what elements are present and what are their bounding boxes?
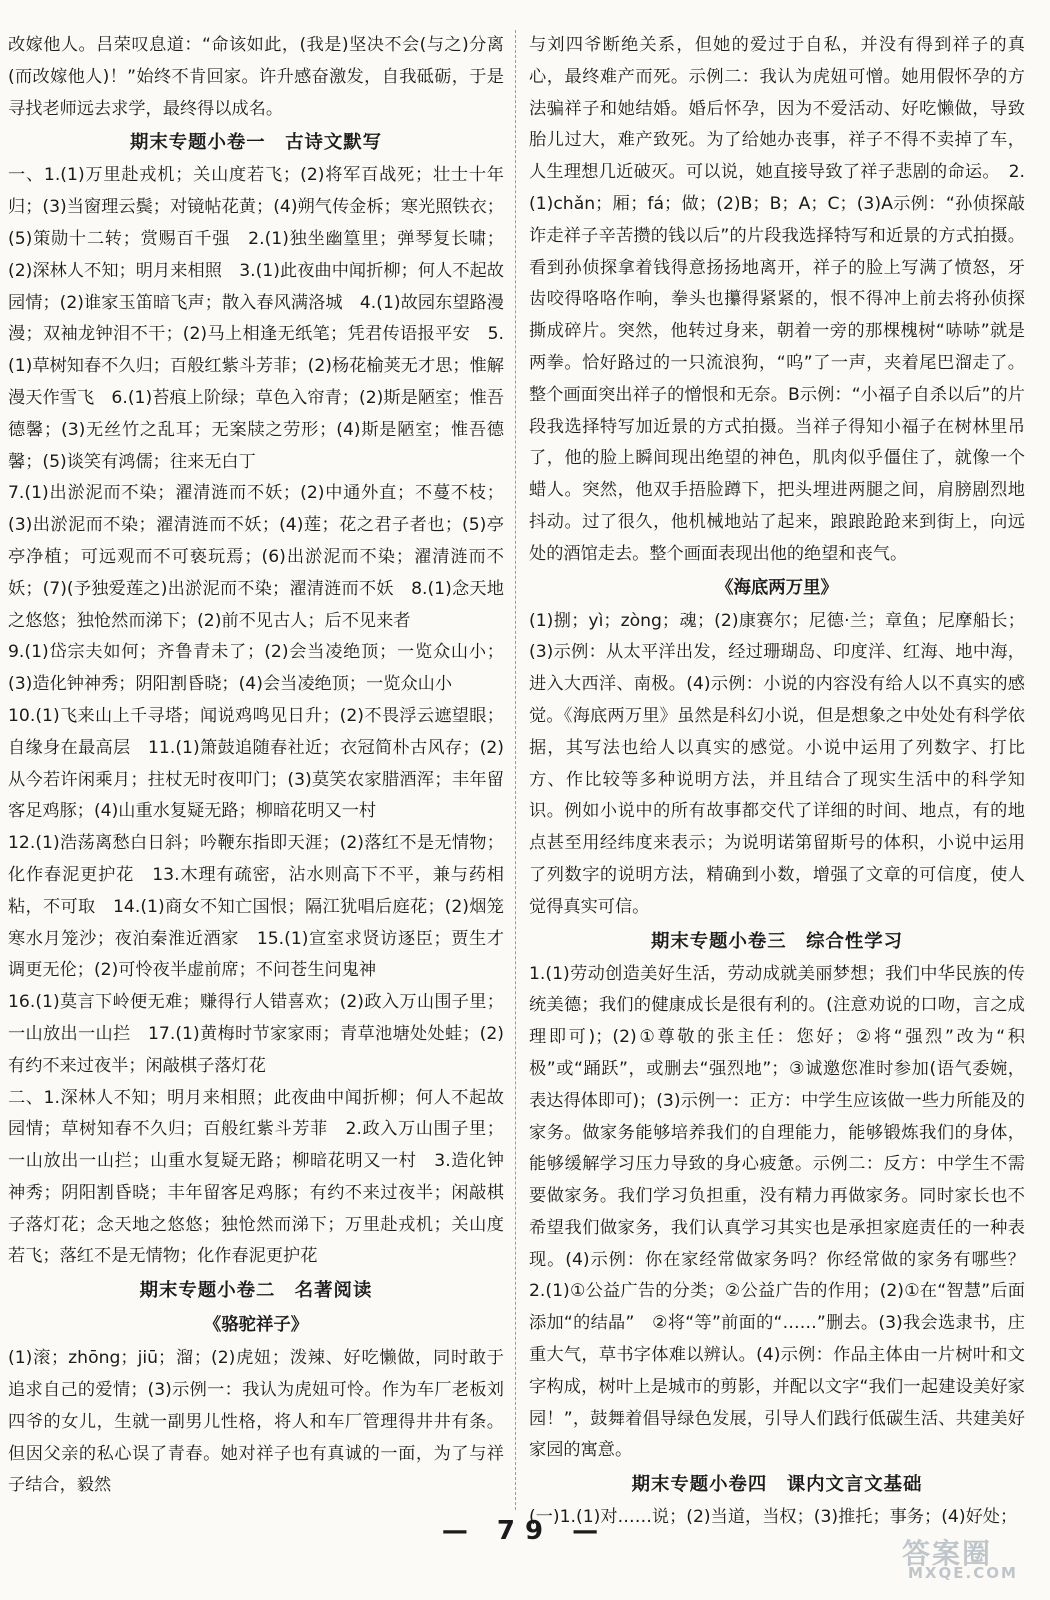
book-title: 《骆驼祥子》 — [203, 1315, 309, 1336]
book-title: 《海底两万里》 — [716, 577, 838, 598]
paragraph: 二、1.深林人不知；明月来相照；此夜曲中闻折柳；何人不起故园情；草树知春不久归；百般红紫斗芳菲 2.政入万山围子里；一山放出一山拦；山重水复疑无路；柳暗花明又一村 3.造化钟神秀；阴阳割昏晓；丰年留客足鸡豚；有约不来过夜半；闲敲棋子落灯花；念天地之悠悠；独怆然而涕下；万里赴戎机；关山度若飞；落红不是无情物；化作春泥更护花 — [8, 1087, 504, 1267]
paragraph: (1)捌；yì；zòng；魂；(2)康赛尔；尼德·兰；章鱼；尼摩船长；(3)示例：从太平洋出发，经过珊瑚岛、印度洋、红海、地中海，进入大西洋、南极。(4)示例：小说的内容没有给人以不真实的感觉。《海底两万里》虽然是科幻小说，但是想象之中处处有科学依据，其写法也给人以真实的感觉。小说中运用了列数字、打比方、作比较等多种说明方法，并且结合了现实生活中的科学知识。例如小说中的所有故事都交代了详细的时间、地点，有的地点甚至用经纬度来表示；为说明诺第留斯号的体积，小说中运用了列数字的说明方法，精确到小数，增强了文章的可信度，使人觉得真实可信。 — [529, 610, 1025, 917]
paragraph: (一)1.(1)对……说；(2)当道，当权；(3)推托；事务；(4)好处； — [529, 1507, 1018, 1528]
paragraph: 7.(1)出淤泥而不染；濯清涟而不妖；(2)中通外直；不蔓不枝；(3)出淤泥而不染；濯清涟而不妖；(4)莲；花之君子者也；(5)亭亭净植；可远观而不可亵玩焉；(6)出淤泥而不染；濯清涟而不妖；(7)(予独爱莲之)出淤泥而不染；濯清涟而不妖 8.(1)念天地之悠悠；独怆然而涕下；(2)前不见古人；后不见来者 — [8, 483, 504, 631]
section-title: 期末专题小卷四 课内文言文基础 — [631, 1474, 923, 1496]
paragraph: 一、1.(1)万里赴戎机；关山度若飞；(2)将军百战死；壮士十年归；(3)当窗理云鬓；对镜帖花黄；(4)朔气传金柝；寒光照铁衣；(5)策勋十二转；赏赐百千强 2.(1)独坐幽篁里；弹琴复长啸；(2)深林人不知；明月来相照 3.(1)此夜曲中闻折柳；何人不起故园情；(2)谁家玉笛暗飞声；散入春风满洛城 4.(1)故园东望路漫漫；双袖龙钟泪不干；(2)马上相逢无纸笔；凭君传语报平安 5.(1)草树知春不久归；百般红紫斗芳菲；(2)杨花榆荚无才思；惟解漫天作雪飞 6.(1)苔痕上阶绿；草色入帘青；(2)斯是陋室；惟吾德馨；(3)无丝竹之乱耳；无案牍之劳形；(4)斯是陋室；惟吾德馨；(5)谈笑有鸿儒；往来无白丁 — [8, 165, 504, 472]
column-divider — [515, 30, 516, 1510]
paragraph: 改嫁他人。吕荣叹息道：“命该如此，(我是)坚决不会(与之)分离(而改嫁他人)！”始终不肯回家。许升感奋激发，自我砥砺，于是寻找老师远去求学，最终得以成名。 — [8, 35, 504, 119]
paragraph: 10.(1)飞来山上千寻塔；闻说鸡鸣见日升；(2)不畏浮云遮望眼；自缘身在最高层 11.(1)箫鼓追随春社近；衣冠简朴古风存；(2)从今若许闲乘月；拄杖无时夜叩门；(3)莫笑农家腊酒浑；丰年留客足鸡豚；(4)山重水复疑无路；柳暗花明又一村 — [8, 705, 504, 822]
paragraph: 与刘四爷断绝关系，但她的爱过于自私，并没有得到祥子的真心，最终难产而死。示例二：我认为虎妞可憎。她用假怀孕的方法骗祥子和她结婚。婚后怀孕，因为不爱活动、好吃懒做，导致胎儿过大，难产致死。为了给她办丧事，祥子不得不卖掉了车，人生理想几近破灭。可以说，她直接导致了祥子悲剧的命运。 2.(1)chǎn；厢；fá；做；(2)B；B；A；C；(3)A示例：“孙侦探敲诈走祥子辛苦攒的钱以后”的片段我选择特写和近景的方式拍摄。看到孙侦探拿着钱得意扬扬地离开，祥子的脸上写满了愤怒，牙齿咬得咯咯作响，拳头也攥得紧紧的，恨不得冲上前去将孙侦探撕成碎片。突然，他转过身来，朝着一旁的那棵槐树“哧哧”就是两拳。恰好路过的一只流浪狗，“呜”了一声，夹着尾巴溜走了。整个画面突出祥子的憎恨和无奈。B示例：“小福子自杀以后”的片段我选择特写加近景的方式拍摄。当祥子得知小福子在树林里吊了，他的脸上瞬间现出绝望的神色，肌肉似乎僵住了，就像一个蜡人。突然，他双手捂脸蹲下，把头埋进两腿之间，肩膀剧烈地抖动。过了很久，他机械地站了起来，踉踉跄跄来到街上，向远处的酒馆走去。整个画面表现出他的绝望和丧气。 — [529, 35, 1025, 564]
paragraph: 1.(1)劳动创造美好生活，劳动成就美丽梦想；我们中华民族的传统美德；我们的健康成长是很有利的。(注意劝说的口吻，言之成理即可)；(2)①尊敬的张主任：您好；②将“强烈”改为“积极”或“踊跃”，或删去“强烈地”；③诚邀您准时参加(语气委婉，表达得体即可)；(3)示例一：正方：中学生应该做一些力所能及的家务。做家务能够培养我们的自理能力，能够锻炼我们的身体，能够缓解学习压力导致的身心疲惫。示例二：反方：中学生不需要做家务。我们学习负担重，没有精力再做家务。同时家长也不希望我们做家务，我们认真学习其实也是承担家庭责任的一种表现。(4)示例：你在家经常做家务吗？你经常做的家务有哪些？ 2.(1)①公益广告的分类；②公益广告的作用；(2)①在“智慧”后面添加“的结晶” ②将“等”前面的“……”删去。(3)我会选隶书，庄重大气，草书字体难以辨认。(4)示例：作品主体由一片树叶和文字构成，树叶上是城市的剪影，并配以文字“我们一起建设美好家园！”，鼓舞着倡导绿色发展，引导人们践行低碳生活、共建美好家园的寓意。 — [529, 963, 1043, 1461]
section-title: 期末专题小卷一 古诗文默写 — [129, 132, 383, 154]
left-column — [8, 30, 504, 1502]
section-title: 期末专题小卷二 名著阅读 — [139, 1280, 373, 1302]
watermark-logo — [902, 1532, 1036, 1586]
paragraph: 9.(1)岱宗夫如何；齐鲁青未了；(2)会当凌绝顶；一览众山小；(3)造化钟神秀；阴阳割昏晓；(4)会当凌绝顶；一览众山小 — [8, 642, 504, 695]
section-title: 期末专题小卷三 综合性学习 — [650, 930, 904, 952]
paragraph: 12.(1)浩荡离愁白日斜；吟鞭东指即天涯；(2)落红不是无情物；化作春泥更护花 13.木理有疏密，沾水则高下不平，兼与药相粘，不可取 14.(1)商女不知亡国恨；隔江犹唱后庭花；(2)烟笼寒水月笼沙；夜泊秦淮近酒家 15.(1)宣室求贤访逐臣；贾生才调更无伦；(2)可怜夜半虚前席；不问苍生问鬼神 — [8, 833, 504, 981]
page-number: — 79 — — [441, 1516, 609, 1546]
right-column — [529, 30, 1043, 1534]
paragraph: (1)滚；zhōng；jiū；溜；(2)虎妞；泼辣、好吃懒做，同时敢于追求自己的爱情；(3)示例一：我认为虎妞可怜。作为车厂老板刘四爷的女儿，生就一副男儿性格，将人和车厂管理得井井有条。但因父亲的私心误了青春。她对祥子也有真诚的一面，为了与祥子结合，毅然 — [8, 1348, 504, 1496]
watermark-url: MXQE.COM — [908, 1564, 1018, 1582]
watermark-text: 答案圈 — [902, 1537, 993, 1570]
paragraph: 16.(1)莫言下岭便无难；赚得行人错喜欢；(2)政入万山围子里；一山放出一山拦 17.(1)黄梅时节家家雨；青草池塘处处蛙；(2)有约不来过夜半；闲敲棋子落灯花 — [8, 992, 504, 1076]
